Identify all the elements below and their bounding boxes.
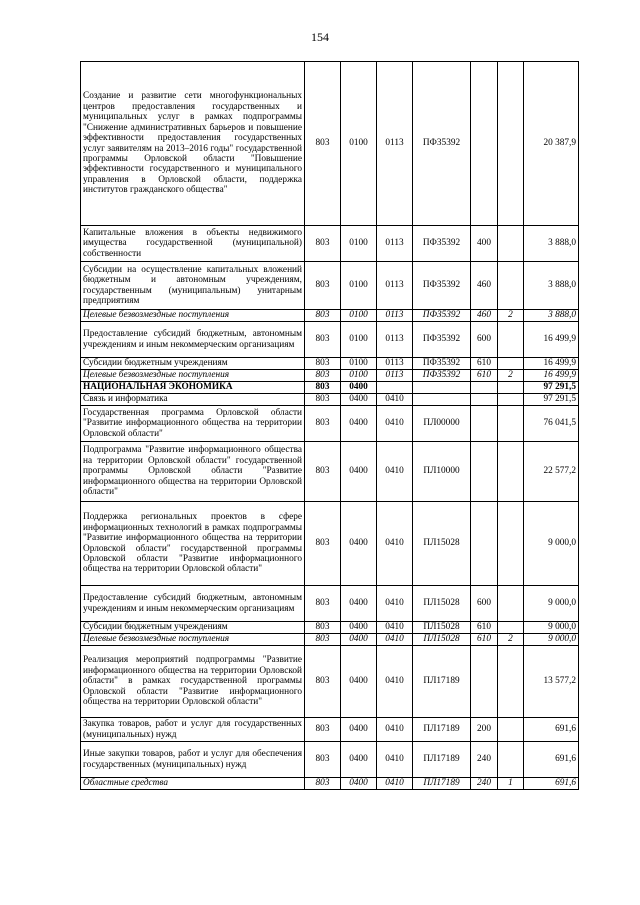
expense-type-code-cell: 460 xyxy=(471,262,498,310)
expense-type-code-cell xyxy=(471,442,498,502)
expense-type-code-cell: 610 xyxy=(471,358,498,370)
funding-source-code-cell xyxy=(498,586,524,622)
ved-code-cell: 803 xyxy=(305,778,341,790)
row-name-cell: Целевые безвозмездные поступления xyxy=(81,634,305,646)
row-name-cell: Субсидии бюджетным учреждениям xyxy=(81,622,305,634)
row-name-cell: Реализация мероприятий подпрограммы "Развитие информационного общества на территории Орловской области" в рамках государственной программы Орловской области "Развитие информационного общества на территории Орловской области" xyxy=(81,646,305,718)
ved-code-cell: 803 xyxy=(305,442,341,502)
section-code-cell: 0100 xyxy=(341,358,377,370)
funding-source-code-cell xyxy=(498,322,524,358)
target-article-code-cell: ПЛ15028 xyxy=(413,586,471,622)
expense-type-code-cell: 610 xyxy=(471,370,498,382)
subsection-code-cell xyxy=(377,382,413,394)
subsection-code-cell: 0410 xyxy=(377,646,413,718)
amount-cell: 9 000,0 xyxy=(524,634,579,646)
target-article-code-cell: ПЛ17189 xyxy=(413,742,471,778)
subsection-code-cell: 0410 xyxy=(377,742,413,778)
table-body xyxy=(81,62,579,790)
section-code-cell: 0400 xyxy=(341,394,377,406)
section-code-cell: 0400 xyxy=(341,778,377,790)
subsection-code-cell: 0113 xyxy=(377,370,413,382)
amount-cell: 691,6 xyxy=(524,718,579,742)
expense-type-code-cell: 400 xyxy=(471,226,498,262)
funding-source-code-cell: 2 xyxy=(498,370,524,382)
section-code-cell: 0400 xyxy=(341,502,377,586)
expense-type-code-cell: 610 xyxy=(471,622,498,634)
row-name-cell: НАЦИОНАЛЬНАЯ ЭКОНОМИКА xyxy=(81,382,305,394)
target-article-code-cell: ПЛ15028 xyxy=(413,502,471,586)
expense-type-code-cell: 600 xyxy=(471,586,498,622)
amount-cell: 97 291,5 xyxy=(524,394,579,406)
amount-cell: 9 000,0 xyxy=(524,502,579,586)
row-name-cell: Иные закупки товаров, работ и услуг для обеспечения государственных (муниципальных) нужд xyxy=(81,742,305,778)
subsection-code-cell: 0410 xyxy=(377,394,413,406)
section-code-cell: 0400 xyxy=(341,634,377,646)
funding-source-code-cell: 2 xyxy=(498,634,524,646)
expense-type-code-cell: 200 xyxy=(471,718,498,742)
ved-code-cell: 803 xyxy=(305,310,341,322)
row-name-cell: Целевые безвозмездные поступления xyxy=(81,370,305,382)
row-name-cell: Субсидии на осуществление капитальных вложений бюджетным и автономным учреждениям, государственным (муниципальным) унитарным предприятиям xyxy=(81,262,305,310)
table-row xyxy=(81,502,579,586)
table-row xyxy=(81,62,579,226)
row-name-cell: Целевые безвозмездные поступления xyxy=(81,310,305,322)
table-row xyxy=(81,622,579,634)
table-row xyxy=(81,322,579,358)
table-row xyxy=(81,742,579,778)
amount-cell: 691,6 xyxy=(524,778,579,790)
target-article-code-cell: ПФ35392 xyxy=(413,358,471,370)
funding-source-code-cell: 2 xyxy=(498,310,524,322)
table-row xyxy=(81,394,579,406)
amount-cell: 13 577,2 xyxy=(524,646,579,718)
amount-cell: 691,6 xyxy=(524,742,579,778)
ved-code-cell: 803 xyxy=(305,502,341,586)
row-name-cell: Подпрограмма "Развитие информационного общества на территории Орловской области" государственной программы Орловской области "Развитие информационного общества на территории Орловской области" xyxy=(81,442,305,502)
row-name-cell: Государственная программа Орловской области "Развитие информационного общества на территории Орловской области" xyxy=(81,406,305,442)
funding-source-code-cell xyxy=(498,406,524,442)
expense-type-code-cell: 460 xyxy=(471,310,498,322)
row-name-cell: Создание и развитие сети многофункциональных центров предоставления государственных и муниципальных услуг в рамках подпрограммы "Снижение административных барьеров и повышение эффективности предоставления государственных услуг заявителям на 2013–2016 годы" государственной программы Орловской области "Повышение эффективности государственного и муниципального управления в Орловской области, поддержка институтов гражданского общества" xyxy=(81,62,305,226)
ved-code-cell: 803 xyxy=(305,622,341,634)
section-code-cell: 0400 xyxy=(341,622,377,634)
budget-table xyxy=(80,61,579,790)
funding-source-code-cell xyxy=(498,358,524,370)
ved-code-cell: 803 xyxy=(305,742,341,778)
section-code-cell: 0400 xyxy=(341,586,377,622)
target-article-code-cell xyxy=(413,382,471,394)
subsection-code-cell: 0410 xyxy=(377,778,413,790)
amount-cell: 3 888,0 xyxy=(524,310,579,322)
funding-source-code-cell: 1 xyxy=(498,778,524,790)
target-article-code-cell: ПЛ17189 xyxy=(413,646,471,718)
subsection-code-cell: 0410 xyxy=(377,442,413,502)
amount-cell: 16 499,9 xyxy=(524,358,579,370)
subsection-code-cell: 0113 xyxy=(377,262,413,310)
row-name-cell: Капитальные вложения в объекты недвижимого имущества государственной (муниципальной) собственности xyxy=(81,226,305,262)
funding-source-code-cell xyxy=(498,382,524,394)
target-article-code-cell: ПФ35392 xyxy=(413,262,471,310)
target-article-code-cell: ПФ35392 xyxy=(413,62,471,226)
funding-source-code-cell xyxy=(498,742,524,778)
target-article-code-cell: ПЛ15028 xyxy=(413,622,471,634)
row-name-cell: Закупка товаров, работ и услуг для государственных (муниципальных) нужд xyxy=(81,718,305,742)
expense-type-code-cell xyxy=(471,646,498,718)
table-row xyxy=(81,586,579,622)
target-article-code-cell: ПЛ00000 xyxy=(413,406,471,442)
ved-code-cell: 803 xyxy=(305,62,341,226)
ved-code-cell: 803 xyxy=(305,262,341,310)
amount-cell: 9 000,0 xyxy=(524,622,579,634)
target-article-code-cell xyxy=(413,394,471,406)
table-row xyxy=(81,262,579,310)
subsection-code-cell: 0410 xyxy=(377,622,413,634)
subsection-code-cell: 0410 xyxy=(377,634,413,646)
section-code-cell: 0100 xyxy=(341,322,377,358)
amount-cell: 20 387,9 xyxy=(524,62,579,226)
amount-cell: 22 577,2 xyxy=(524,442,579,502)
row-name-cell: Предоставление субсидий бюджетным, автономным учреждениям и иным некоммерческим организациям xyxy=(81,586,305,622)
section-code-cell: 0400 xyxy=(341,382,377,394)
table-row xyxy=(81,370,579,382)
expense-type-code-cell: 240 xyxy=(471,778,498,790)
funding-source-code-cell xyxy=(498,226,524,262)
subsection-code-cell: 0410 xyxy=(377,502,413,586)
amount-cell: 9 000,0 xyxy=(524,586,579,622)
amount-cell: 16 499,9 xyxy=(524,370,579,382)
ved-code-cell: 803 xyxy=(305,406,341,442)
subsection-code-cell: 0113 xyxy=(377,62,413,226)
amount-cell: 3 888,0 xyxy=(524,226,579,262)
target-article-code-cell: ПЛ10000 xyxy=(413,442,471,502)
ved-code-cell: 803 xyxy=(305,586,341,622)
subsection-code-cell: 0113 xyxy=(377,358,413,370)
ved-code-cell: 803 xyxy=(305,394,341,406)
section-code-cell: 0100 xyxy=(341,262,377,310)
subsection-code-cell: 0410 xyxy=(377,718,413,742)
target-article-code-cell: ПЛ17189 xyxy=(413,778,471,790)
section-code-cell: 0100 xyxy=(341,226,377,262)
row-name-cell: Областные средства xyxy=(81,778,305,790)
funding-source-code-cell xyxy=(498,262,524,310)
ved-code-cell: 803 xyxy=(305,382,341,394)
ved-code-cell: 803 xyxy=(305,646,341,718)
funding-source-code-cell xyxy=(498,62,524,226)
table-row xyxy=(81,646,579,718)
expense-type-code-cell: 610 xyxy=(471,634,498,646)
row-name-cell: Поддержка региональных проектов в сфере информационных технологий в рамках подпрограммы "Развитие информационного общества на территории Орловской области" государственной программы Орловской области "Развитие информационного общества на территории Орловской области" xyxy=(81,502,305,586)
target-article-code-cell: ПЛ15028 xyxy=(413,634,471,646)
expense-type-code-cell xyxy=(471,62,498,226)
table-row xyxy=(81,718,579,742)
funding-source-code-cell xyxy=(498,442,524,502)
row-name-cell: Субсидии бюджетным учреждениям xyxy=(81,358,305,370)
subsection-code-cell: 0410 xyxy=(377,586,413,622)
funding-source-code-cell xyxy=(498,622,524,634)
section-code-cell: 0400 xyxy=(341,442,377,502)
expense-type-code-cell: 600 xyxy=(471,322,498,358)
ved-code-cell: 803 xyxy=(305,634,341,646)
subsection-code-cell: 0113 xyxy=(377,226,413,262)
amount-cell: 3 888,0 xyxy=(524,262,579,310)
subsection-code-cell: 0113 xyxy=(377,322,413,358)
table-row xyxy=(81,778,579,790)
section-code-cell: 0100 xyxy=(341,62,377,226)
target-article-code-cell: ПФ35392 xyxy=(413,322,471,358)
amount-cell: 16 499,9 xyxy=(524,322,579,358)
ved-code-cell: 803 xyxy=(305,370,341,382)
target-article-code-cell: ПФ35392 xyxy=(413,310,471,322)
funding-source-code-cell xyxy=(498,718,524,742)
target-article-code-cell: ПФ35392 xyxy=(413,226,471,262)
ved-code-cell: 803 xyxy=(305,358,341,370)
table-row xyxy=(81,310,579,322)
ved-code-cell: 803 xyxy=(305,226,341,262)
section-code-cell: 0400 xyxy=(341,742,377,778)
table-row xyxy=(81,358,579,370)
funding-source-code-cell xyxy=(498,646,524,718)
section-code-cell: 0400 xyxy=(341,718,377,742)
expense-type-code-cell: 240 xyxy=(471,742,498,778)
page-number: 154 xyxy=(311,30,329,44)
funding-source-code-cell xyxy=(498,394,524,406)
section-code-cell: 0100 xyxy=(341,310,377,322)
expense-type-code-cell xyxy=(471,502,498,586)
subsection-code-cell: 0410 xyxy=(377,406,413,442)
table-row xyxy=(81,406,579,442)
table-row xyxy=(81,442,579,502)
expense-type-code-cell xyxy=(471,394,498,406)
target-article-code-cell: ПФ35392 xyxy=(413,370,471,382)
table-row xyxy=(81,226,579,262)
subsection-code-cell: 0113 xyxy=(377,310,413,322)
amount-cell: 76 041,5 xyxy=(524,406,579,442)
section-code-cell: 0400 xyxy=(341,406,377,442)
expense-type-code-cell xyxy=(471,406,498,442)
target-article-code-cell: ПЛ17189 xyxy=(413,718,471,742)
row-name-cell: Связь и информатика xyxy=(81,394,305,406)
section-code-cell: 0100 xyxy=(341,370,377,382)
table-row xyxy=(81,634,579,646)
ved-code-cell: 803 xyxy=(305,718,341,742)
table-row xyxy=(81,382,579,394)
ved-code-cell: 803 xyxy=(305,322,341,358)
expense-type-code-cell xyxy=(471,382,498,394)
row-name-cell: Предоставление субсидий бюджетным, автономным учреждениям и иным некоммерческим организациям xyxy=(81,322,305,358)
amount-cell: 97 291,5 xyxy=(524,382,579,394)
funding-source-code-cell xyxy=(498,502,524,586)
section-code-cell: 0400 xyxy=(341,646,377,718)
